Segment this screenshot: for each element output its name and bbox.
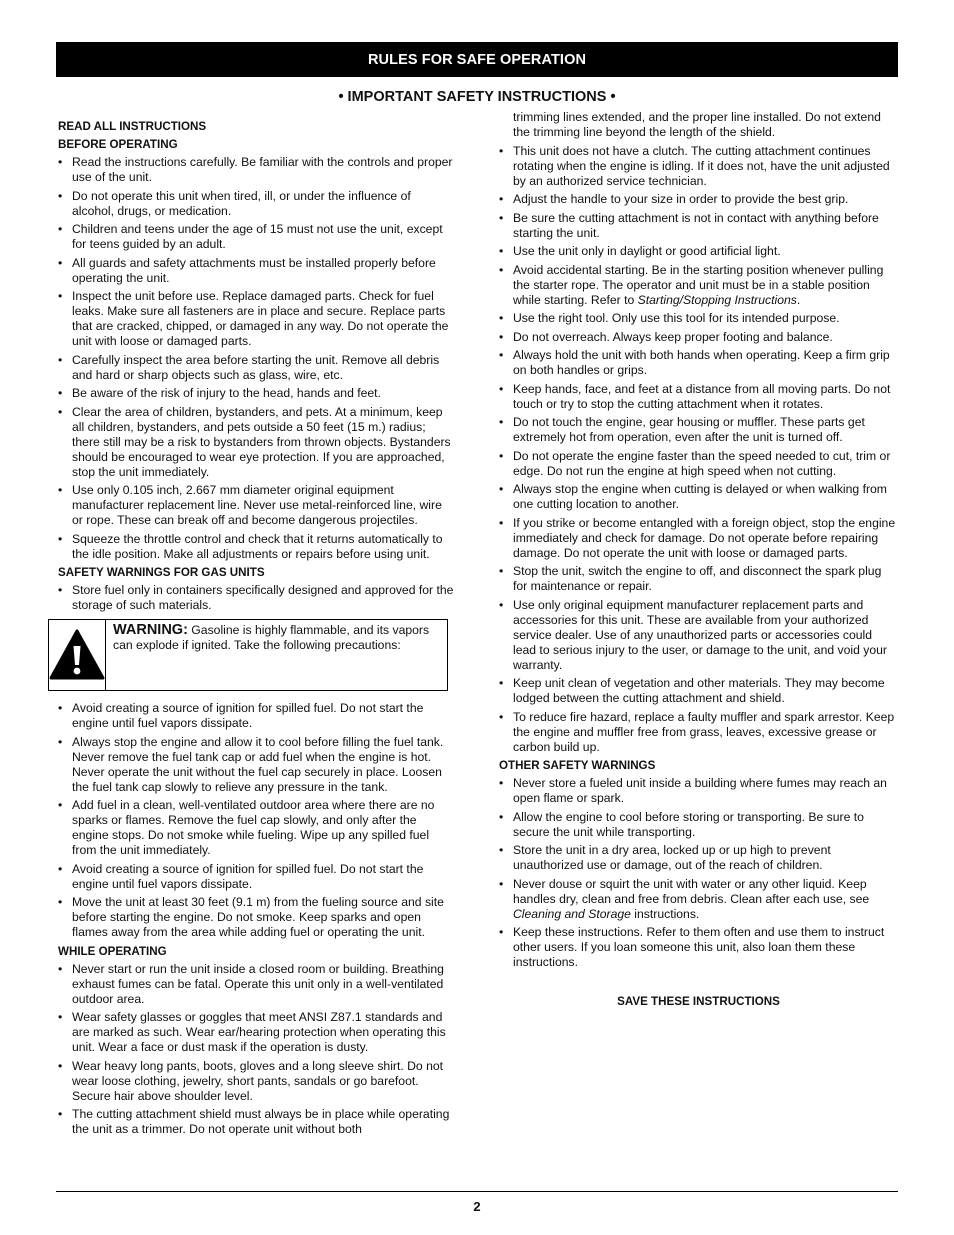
list-item: • If you strike or become entangled with a foreign object, stop the engine immediately and check for damage. Do not operate before repairing damage. Do not operate the unit with loose or damaged parts.	[499, 516, 898, 561]
list-item: • Use the unit only in daylight or good artificial light.	[499, 244, 898, 259]
list-item: • Store the unit in a dry area, locked up or up high to prevent unauthorized use or damage, out of the reach of children.	[499, 843, 898, 873]
list-item: • Do not touch the engine, gear housing or muffler. These parts get extremely hot from operation, even after the unit is turned off.	[499, 415, 898, 445]
list-item: • Never douse or squirt the unit with water or any other liquid. Keep handles dry, clean and free from debris. Clean after each use, see Cleaning and Storage instructions.	[499, 877, 898, 922]
list-item: • Stop the unit, switch the engine to off, and disconnect the spark plug for maintenance or repair.	[499, 564, 898, 594]
list-item: • Squeeze the throttle control and check that it returns automatically to the idle position. Make all adjustments or repairs before using unit.	[58, 532, 456, 562]
left-column	[58, 119, 456, 1141]
save-instructions-note: SAVE THESE INSTRUCTIONS	[617, 995, 780, 1008]
list-item: • Always stop the engine and allow it to cool before filling the fuel tank. Never remove the fuel tank cap or add fuel when the engine is hot. Never operate the unit without the fuel cap securely in place. Loosen the fuel tank cap slowly to relieve any pressure in the tank.	[58, 735, 456, 795]
list-item: • Add fuel in a clean, well-ventilated outdoor area where there are no sparks or flames. Remove the fuel cap slowly, and only after the engine stops. Do not smoke while fueling. Wipe up any spilled fuel from the unit immediately.	[58, 798, 456, 858]
while-operating-heading: WHILE OPERATING	[58, 944, 167, 958]
list-item: • Avoid accidental starting. Be in the starting position whenever pulling the starter rope. The operator and unit must be in a stable position while starting. Refer to Starting/Stopping Instructions.	[499, 263, 898, 308]
before-operating-list	[58, 155, 456, 562]
list-item: • Allow the engine to cool before storing or transporting. Be sure to secure the unit while transporting.	[499, 810, 898, 840]
before-operating-heading: BEFORE OPERATING	[58, 138, 178, 151]
list-item: • Children and teens under the age of 15 must not use the unit, except for teens guided by an adult.	[58, 222, 456, 252]
cleaning-storage-reference: Cleaning and Storage	[513, 906, 631, 921]
starting-stopping-reference: Starting/Stopping Instructions	[637, 292, 797, 307]
list-item: • Adjust the handle to your size in order to provide the best grip.	[499, 192, 898, 207]
list-item: • Always hold the unit with both hands when operating. Keep a firm grip on both handles or grips.	[499, 348, 898, 378]
list-item: • Clear the area of children, bystanders, and pets. At a minimum, keep all children, bystanders, and pets outside a 50 feet (15 m.) radius; there still may be a risk to bystanders from thrown objects. Bystanders should be encouraged to wear eye protection. If you are approached, stop the unit immediately.	[58, 405, 456, 480]
list-item: • Avoid creating a source of ignition for spilled fuel. Do not start the engine until fuel vapors dissipate.	[58, 862, 456, 892]
page-number: 2	[473, 1199, 481, 1214]
list-item: • Keep hands, face, and feet at a distance from all moving parts. Do not touch or try to stop the cutting attachment when it rotates.	[499, 382, 898, 412]
list-item: • This unit does not have a clutch. The cutting attachment continues rotating when the engine is idling. If it does not, have the unit adjusted by an authorized service technician.	[499, 144, 898, 189]
list-item: • Wear safety glasses or goggles that meet ANSI Z87.1 standards and are marked as such. Wear ear/hearing protection when operating this unit. Wear a face or dust mask if the operation is dusty.	[58, 1010, 456, 1055]
list-item: • Use only 0.105 inch, 2.667 mm diameter original equipment manufacturer replacement line. Never use metal-reinforced line, wire or rope. These can break off and become dangerous projectiles.	[58, 483, 456, 528]
list-item: • Do not overreach. Always keep proper footing and balance.	[499, 330, 898, 345]
list-item: • The cutting attachment shield must always be in place while operating the unit as a trimmer. Do not operate unit without both	[58, 1107, 456, 1137]
list-item: • To reduce fire hazard, replace a faulty muffler and spark arrestor. Keep the engine and muffler free from grass, leaves, excessive grease or carbon build up.	[499, 710, 898, 755]
while-operating-list	[58, 962, 456, 1138]
gas-units-list	[58, 701, 456, 940]
footer-divider	[56, 1191, 898, 1192]
list-item: • Be sure the cutting attachment is not in contact with anything before starting the unit.	[499, 211, 898, 241]
other-warnings-heading: OTHER SAFETY WARNINGS	[499, 759, 656, 772]
list-item: • Wear heavy long pants, boots, gloves and a long sleeve shirt. Do not wear loose clothing, jewelry, short pants, sandals or go barefoot. Secure hair above shoulder level.	[58, 1059, 456, 1104]
list-item: • Use only original equipment manufacturer replacement parts and accessories for this unit. These are available from your authorized service dealer. Use of any unauthorized parts or accessories could lead to serious injury to the user, or damage to the unit, and void your warranty.	[499, 598, 898, 673]
warning-box	[48, 619, 448, 691]
read-all-heading: READ ALL INSTRUCTIONS	[58, 120, 207, 133]
right-column	[499, 110, 898, 1009]
list-item: • Be aware of the risk of injury to the head, hands and feet.	[58, 386, 456, 401]
list-item: • Move the unit at least 30 feet (9.1 m) from the fueling source and site before starting the engine. Do not smoke. Keep sparks and open flames away from the area while adding fuel or operating the unit.	[58, 895, 456, 940]
warning-icon-cell	[49, 620, 106, 690]
list-item: • Read the instructions carefully. Be familiar with the controls and proper use of the unit.	[58, 155, 456, 185]
gas-units-heading: SAFETY WARNINGS FOR GAS UNITS	[58, 566, 265, 579]
list-item: • Inspect the unit before use. Replace damaged parts. Check for fuel leaks. Make sure all fasteners are in place and secure. Replace parts that are cracked, chipped, or damaged in any way. Do not operate the unit with loose or damaged parts.	[58, 289, 456, 349]
list-item: • Keep unit clean of vegetation and other materials. They may become lodged between the cutting attachment and shield.	[499, 676, 898, 706]
continued-item-text: trimming lines extended, and the proper line installed. Do not extend the trimming line beyond the length of the shield.	[513, 110, 881, 139]
list-item: • Never store a fueled unit inside a building where fumes may reach an open flame or spark.	[499, 776, 898, 806]
list-item: • Always stop the engine when cutting is delayed or when walking from one cutting location to another.	[499, 482, 898, 512]
list-item: • Do not operate this unit when tired, ill, or under the influence of alcohol, drugs, or medication.	[58, 189, 456, 219]
list-item: • Avoid creating a source of ignition for spilled fuel. Do not start the engine until fuel vapors dissipate.	[58, 701, 456, 731]
list-item: • Do not operate the engine faster than the speed needed to cut, trim or edge. Do not run the engine at high speed when not cutting.	[499, 449, 898, 479]
section-banner: RULES FOR SAFE OPERATION	[56, 42, 898, 77]
list-item: • Never start or run the unit inside a closed room or building. Breathing exhaust fumes can be fatal. Operate this unit only in a well-ventilated outdoor area.	[58, 962, 456, 1007]
page-subtitle: • IMPORTANT SAFETY INSTRUCTIONS •	[338, 89, 616, 105]
list-item: • All guards and safety attachments must be installed properly before operating the unit.	[58, 256, 456, 286]
list-item: • Use the right tool. Only use this tool for its intended purpose.	[499, 311, 898, 326]
list-item: • Carefully inspect the area before starting the unit. Remove all debris and hard or sharp objects such as glass, wire, etc.	[58, 353, 456, 383]
list-item: • Keep these instructions. Refer to them often and use them to instruct other users. If you loan someone this unit, also loan them these instructions.	[499, 925, 898, 970]
warning-text	[106, 620, 447, 690]
while-operating-list-continued	[499, 144, 898, 755]
warning-label: WARNING:	[113, 622, 188, 638]
list-item: • Store fuel only in containers specifically designed and approved for the storage of such materials.	[58, 583, 456, 613]
other-warnings-list	[499, 776, 898, 970]
warning-triangle-icon	[49, 629, 105, 681]
warning-body: Gasoline is highly flammable, and its vapors can explode if ignited. Take the following precautions:	[113, 623, 430, 652]
